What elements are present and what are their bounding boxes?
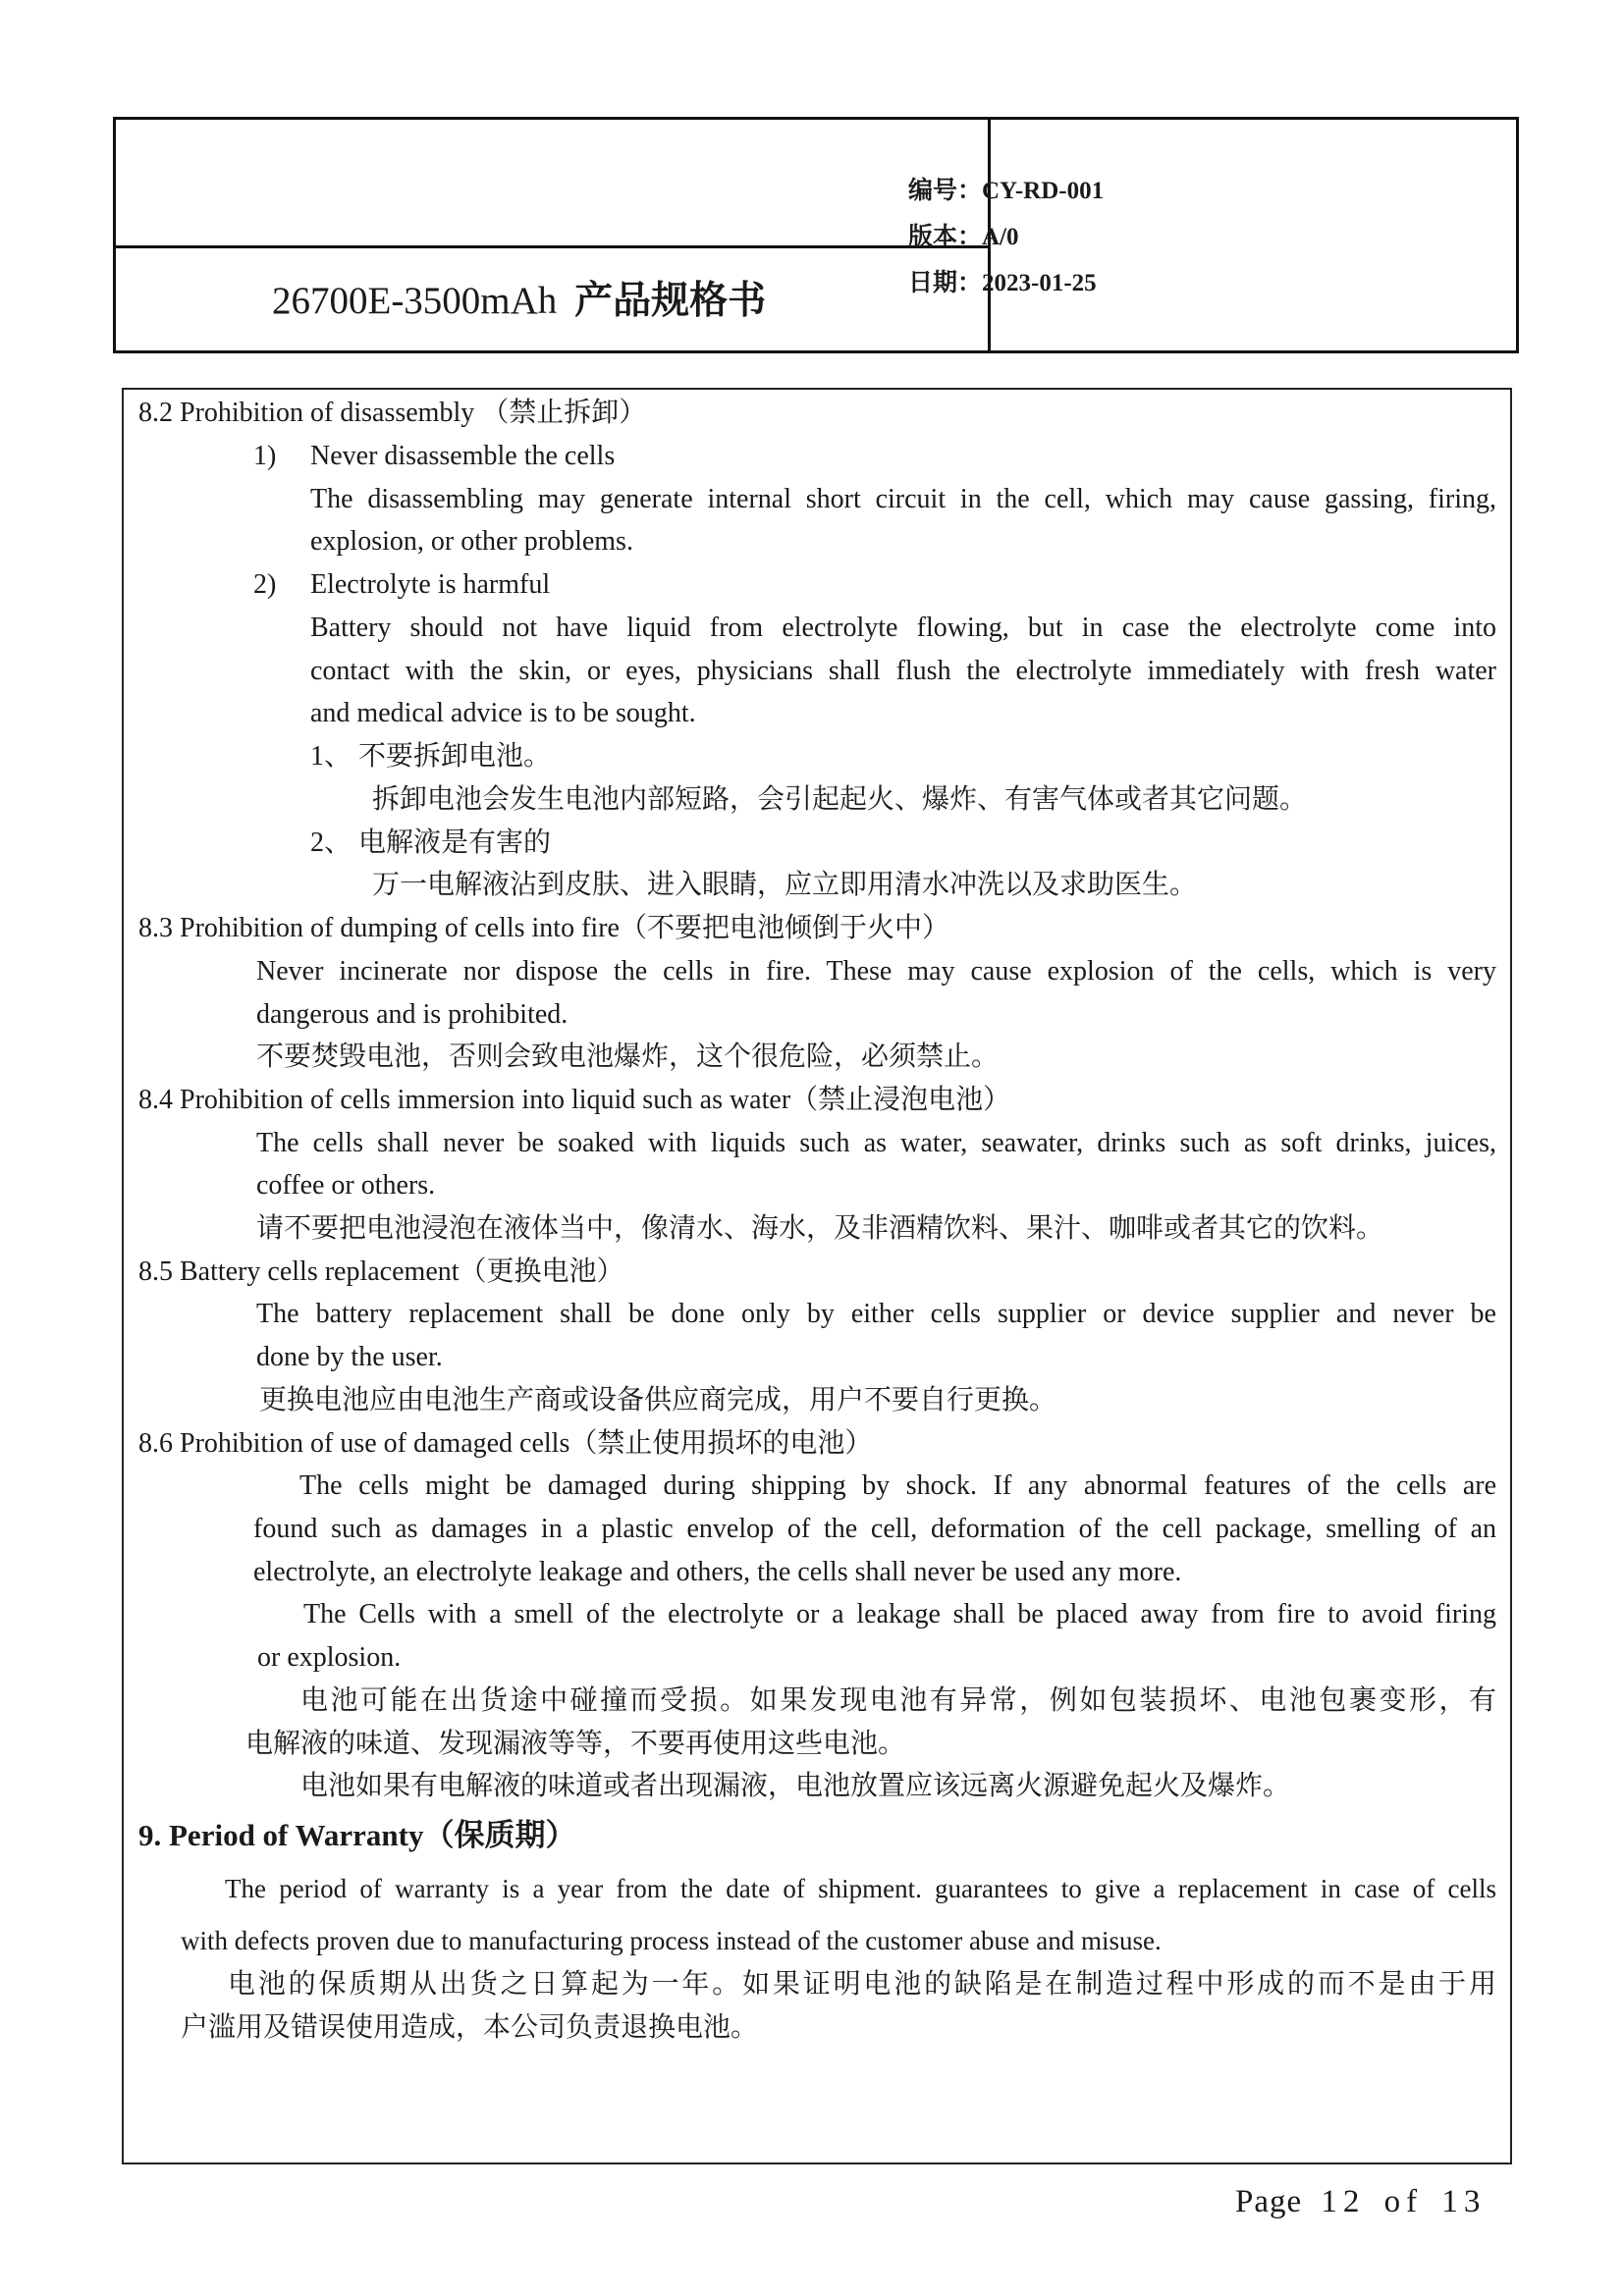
section-8-5-heading: 8.5 Battery cells replacement（更换电池） [138,1256,624,1287]
item-title: Never disassemble the cells [310,441,616,471]
doc-number: 编号：CY-RD-001 [908,178,1105,204]
section-8-4-heading: 8.4 Prohibition of cells immersion into liquid such as water（禁止浸泡电池） [138,1085,1011,1115]
paragraph-line: The cells shall never be soaked with liquids such as water, seawater, drinks such as soft drinks, juices, [256,1128,1496,1158]
paragraph-line: and medical advice is to be sought. [310,698,696,728]
paragraph-line: The period of warranty is a year from the date of shipment. guarantees to give a replacement in case of cells [225,1874,1496,1903]
zh-paragraph: 电池可能在出货途中碰撞而受损。如果发现电池有异常，例如包装损坏、电池包裹变形，有 [300,1685,1496,1716]
zh-paragraph: 户滥用及错误使用造成，本公司负责退换电池。 [181,2012,759,2043]
paragraph-line: The Cells with a smell of the electrolyte or a leakage shall be placed away from fire to avoid firing [303,1599,1496,1629]
zh-paragraph: 请不要把电池浸泡在液体当中，像清水、海水，及非酒精饮料、果汁、咖啡或者其它的饮料。 [256,1213,1384,1244]
zh-paragraph: 电池的保质期从出货之日算起为一年。如果证明电池的缺陷是在制造过程中形成的而不是由于用 [228,1969,1496,2000]
zh-paragraph: 电解液的味道、发现漏液等等，不要再使用这些电池。 [245,1729,906,1759]
page-of: of [1383,2184,1424,2219]
doc-date: 日期：2023-01-25 [908,270,1097,296]
paragraph-line: explosion, or other problems. [310,526,633,557]
title-zh: 产品规格书 [574,280,767,322]
zh-item: 2、 电解液是有害的 [310,828,552,858]
doc-version: 版本：A/0 [908,224,1019,250]
paragraph-line: coffee or others. [256,1170,436,1201]
paragraph-line: found such as damages in a plastic envelop of the cell, deformation of the cell package, smelling of an [253,1514,1496,1544]
section-8-6-heading: 8.6 Prohibition of use of damaged cells（禁止使用损坏的电池） [138,1428,873,1459]
paragraph-line: Never incinerate nor dispose the cells in fire. These may cause explosion of the cells, which is very [256,956,1496,987]
section-8-2-heading: 8.2 Prohibition of disassembly （禁止拆卸） [138,398,647,428]
zh-paragraph: 拆卸电池会发生电池内部短路，会引起起火、爆炸、有害气体或者其它问题。 [372,784,1308,815]
paragraph-line: Battery should not have liquid from electrolyte flowing, but in case the electrolyte come into [310,613,1496,643]
paragraph-line: electrolyte, an electrolyte leakage and others, the cells shall never be used any more. [253,1557,1182,1587]
zh-paragraph: 万一电解液沾到皮肤、进入眼睛，应立即用清水冲洗以及求助医生。 [372,870,1198,900]
paragraph-line: The disassembling may generate internal short circuit in the cell, which may cause gassing, firing, [310,484,1496,514]
section-8-3-heading: 8.3 Prohibition of dumping of cells into fire（不要把电池倾倒于火中） [138,913,949,943]
item-number: 2) [253,569,277,600]
zh-item: 1、 不要拆卸电池。 [310,741,552,772]
zh-paragraph: 更换电池应由电池生产商或设备供应商完成，用户不要自行更换。 [259,1385,1057,1415]
paragraph-line: done by the user. [256,1342,443,1372]
zh-paragraph: 电池如果有电解液的味道或者出现漏液，电池放置应该远离火源避免起火及爆炸。 [300,1771,1291,1801]
page-current: 12 [1321,2184,1366,2219]
page-label: Page [1235,2184,1303,2219]
title-en: 26700E-3500mAh [272,280,558,322]
page-total: 13 [1441,2184,1487,2219]
item-title: Electrolyte is harmful [310,569,551,600]
zh-paragraph: 不要焚毁电池，否则会致电池爆炸，这个很危险，必须禁止。 [256,1041,1000,1072]
paragraph-line: dangerous and is prohibited. [256,999,568,1030]
paragraph-line: contact with the skin, or eyes, physicians shall flush the electrolyte immediately with fresh water [310,656,1496,686]
paragraph-line: The battery replacement shall be done only by either cells supplier or device supplier and never be [256,1299,1496,1329]
paragraph-line: or explosion. [257,1642,402,1673]
page-number [1235,2184,1495,2220]
paragraph-line: The cells might be damaged during shipping by shock. If any abnormal features of the cells are [299,1470,1496,1501]
item-number: 1) [253,441,277,471]
section-9-heading: 9. Period of Warranty（保质期） [138,1818,576,1852]
header-logo-cell [116,120,991,248]
paragraph-line: with defects proven due to manufacturing process instead of the customer abuse and misuse. [181,1926,1162,1955]
